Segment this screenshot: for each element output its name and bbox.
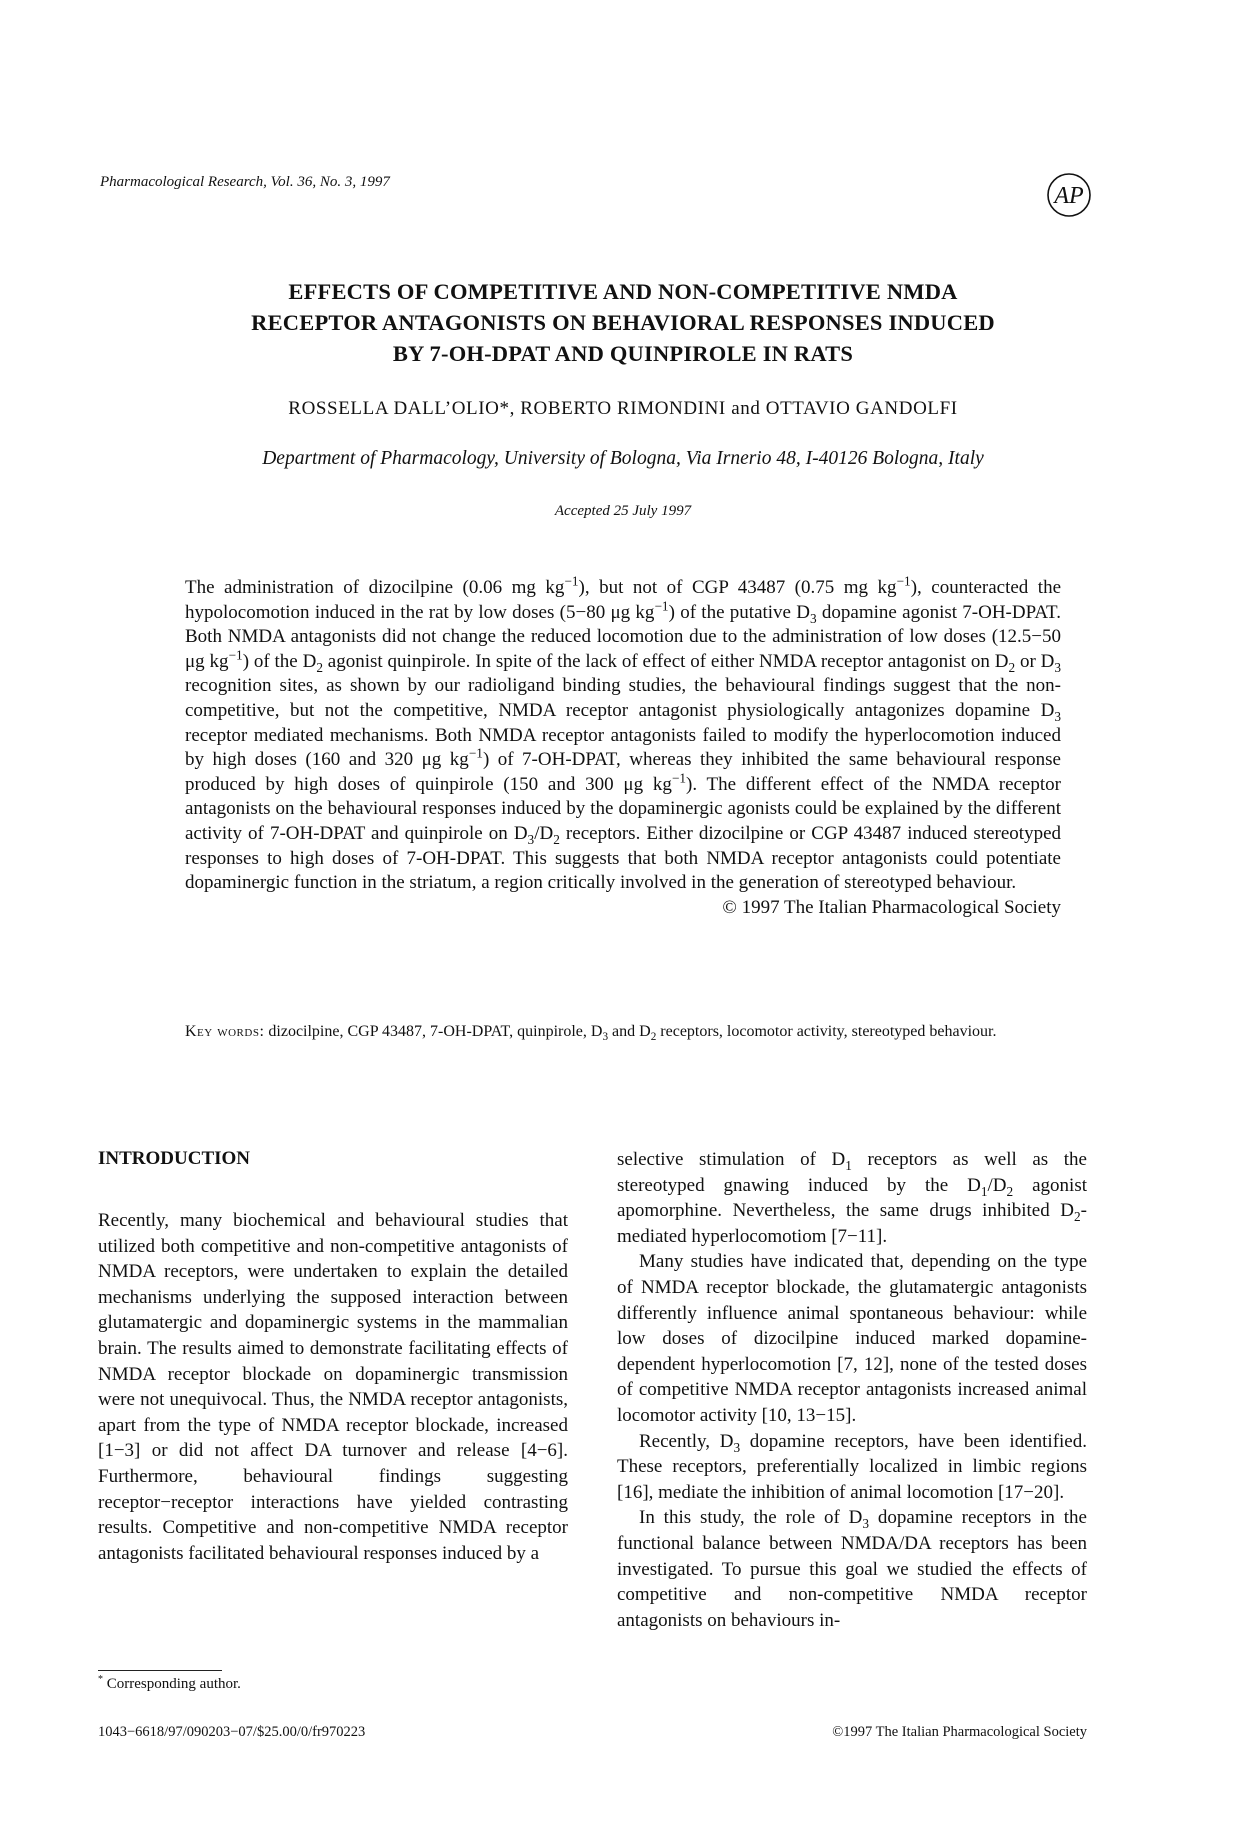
introduction-right-column xyxy=(617,1147,1087,1633)
affiliation: Department of Pharmacology, University of Bologna, Via Irnerio 48, I-40126 Bologna, Italy xyxy=(262,448,984,469)
article-title xyxy=(100,276,1146,369)
introduction-left-column xyxy=(98,1208,568,1566)
author-list: ROSSELLA DALL’OLIO*, ROBERTO RIMONDINI and OTTAVIO GANDOLFI xyxy=(288,398,958,419)
accepted-date: Accepted 25 July 1997 xyxy=(554,503,692,519)
paragraph: selective stimulation of $D_1$ receptors as well as the stereotyped gnawing induced by the $D_1/D_2$ agonist apomorphine. Nevertheless, the same drugs inhibited $D_2$-mediated hyperlocomotiom [7−11]. xyxy=(617,1149,1087,1247)
paragraph: Recently, $D_3$ dopamine receptors, have been identified. These receptors, preferentially localized in limbic regions [16], mediate the inhibition of animal locomotion [17−20]. xyxy=(617,1430,1087,1503)
journal-citation: Pharmacological Research, Vol. 36, No. 3, 1997 xyxy=(100,174,390,190)
paragraph: In this study, the role of $D_3$ dopamine receptors in the functional balance between NMDA/DA receptors has been investigated. To pursue this goal we studied the effects of competitive and non-competitive NMDA receptor antagonists on behaviours in- xyxy=(617,1507,1087,1631)
paragraph: Recently, many biochemical and behavioural studies that utilized both competitive and non-competitive antagonists of NMDA receptors, were undertaken to explain the detailed mechanisms underlying the supposed interaction between glutamatergic and dopaminergic systems in the mammalian brain. The results aimed to demonstrate facilitating effects of NMDA receptor blockade on dopaminergic transmission were not unequivocal. Thus, the NMDA receptor antagonists, apart from the type of NMDA receptor blockade, increased [1−3] or did not affect DA turnover and release [4−6]. Furthermore, behavioural findings suggesting receptor−receptor interactions have yielded contrasting results. Competitive and non-competitive NMDA receptor antagonists facilitated behavioural responses induced by a xyxy=(98,1210,568,1564)
ap-logo-icon xyxy=(1046,172,1092,218)
footer-article-code: 1043−6618/97/090203−07/$25.00/0/fr970223 xyxy=(98,1724,366,1740)
abstract: The administration of dizocilpine (0.06 mg $kg^{-1}$), but not of CGP 43487 (0.75 mg $kg^{-1}$), counteracted the hypolocomotion induced in the rat by low doses (5−80 μg $kg^{-1}$) of the putative $D_3$ dopamine agonist 7-OH-DPAT. Both NMDA antagonists did not change the reduced locomotion due to the administration of low doses (12.5−50 μg $kg^{-1}$) of the $D_2$ agonist quinpirole. In spite of the lack of effect of either NMDA receptor antagonist on $D_2$ or $D_3$ recognition sites, as shown by our radioligand binding studies, the behavioural findings suggest that the non-competitive, but not the competitive, NMDA receptor antagonist physiologically antagonizes dopamine $D_3$ receptor mediated mechanisms. Both NMDA receptor antagonists failed to modify the hyperlocomotion induced by high doses (160 and 320 μg $kg^{-1}$) of 7-OH-DPAT, whereas they inhibited the same behavioural response produced by high doses of quinpirole (150 and 300 μg $kg^{-1}$). The different effect of the NMDA receptor antagonists on the behavioural responses induced by the dopaminergic agonists could be explained by the different activity of 7-OH-DPAT and quinpirole on $D_3/D_2$ receptors. Either dizocilpine or CGP 43487 induced stereotyped responses to high doses of 7-OH-DPAT. This suggests that both NMDA receptor antagonists could potentiate dopaminergic function in the striatum, a region critically involved in the generation of stereotyped behaviour. © 1997 The Italian Pharmacological Society xyxy=(185,576,1061,920)
ap-logo-text: AP xyxy=(1054,183,1084,209)
paragraph: Many studies have indicated that, depending on the type of NMDA receptor blockade, the glutamatergic antagonists differently influence animal spontaneous behaviour: while low doses of dizocilpine induced marked dopamine-dependent hyperlocomotion [7, 12], none of the tested doses of competitive NMDA receptor antagonists increased animal locomotor activity [10, 13−15]. xyxy=(617,1251,1087,1426)
title-line: RECEPTOR ANTAGONISTS ON BEHAVIORAL RESPONSES INDUCED xyxy=(251,310,995,335)
footer-copyright: ©1997 The Italian Pharmacological Society xyxy=(832,1724,1087,1740)
keywords-label: Key words: xyxy=(185,1023,265,1040)
abstract-copyright: © 1997 The Italian Pharmacological Society xyxy=(722,896,1061,918)
title-line: EFFECTS OF COMPETITIVE AND NON-COMPETITIVE NMDA xyxy=(288,279,958,304)
footnote-rule xyxy=(98,1670,222,1671)
keywords: Key words: dizocilpine, CGP 43487, 7-OH-DPAT, quinpirole, $D_3$ and $D_2$ receptors, locomotor activity, stereotyped behaviour. xyxy=(185,1023,997,1044)
footnote: * Corresponding author. xyxy=(98,1674,241,1692)
title-line: BY 7-OH-DPAT AND QUINPIROLE IN RATS xyxy=(392,341,854,366)
section-heading-introduction: INTRODUCTION xyxy=(98,1148,251,1169)
